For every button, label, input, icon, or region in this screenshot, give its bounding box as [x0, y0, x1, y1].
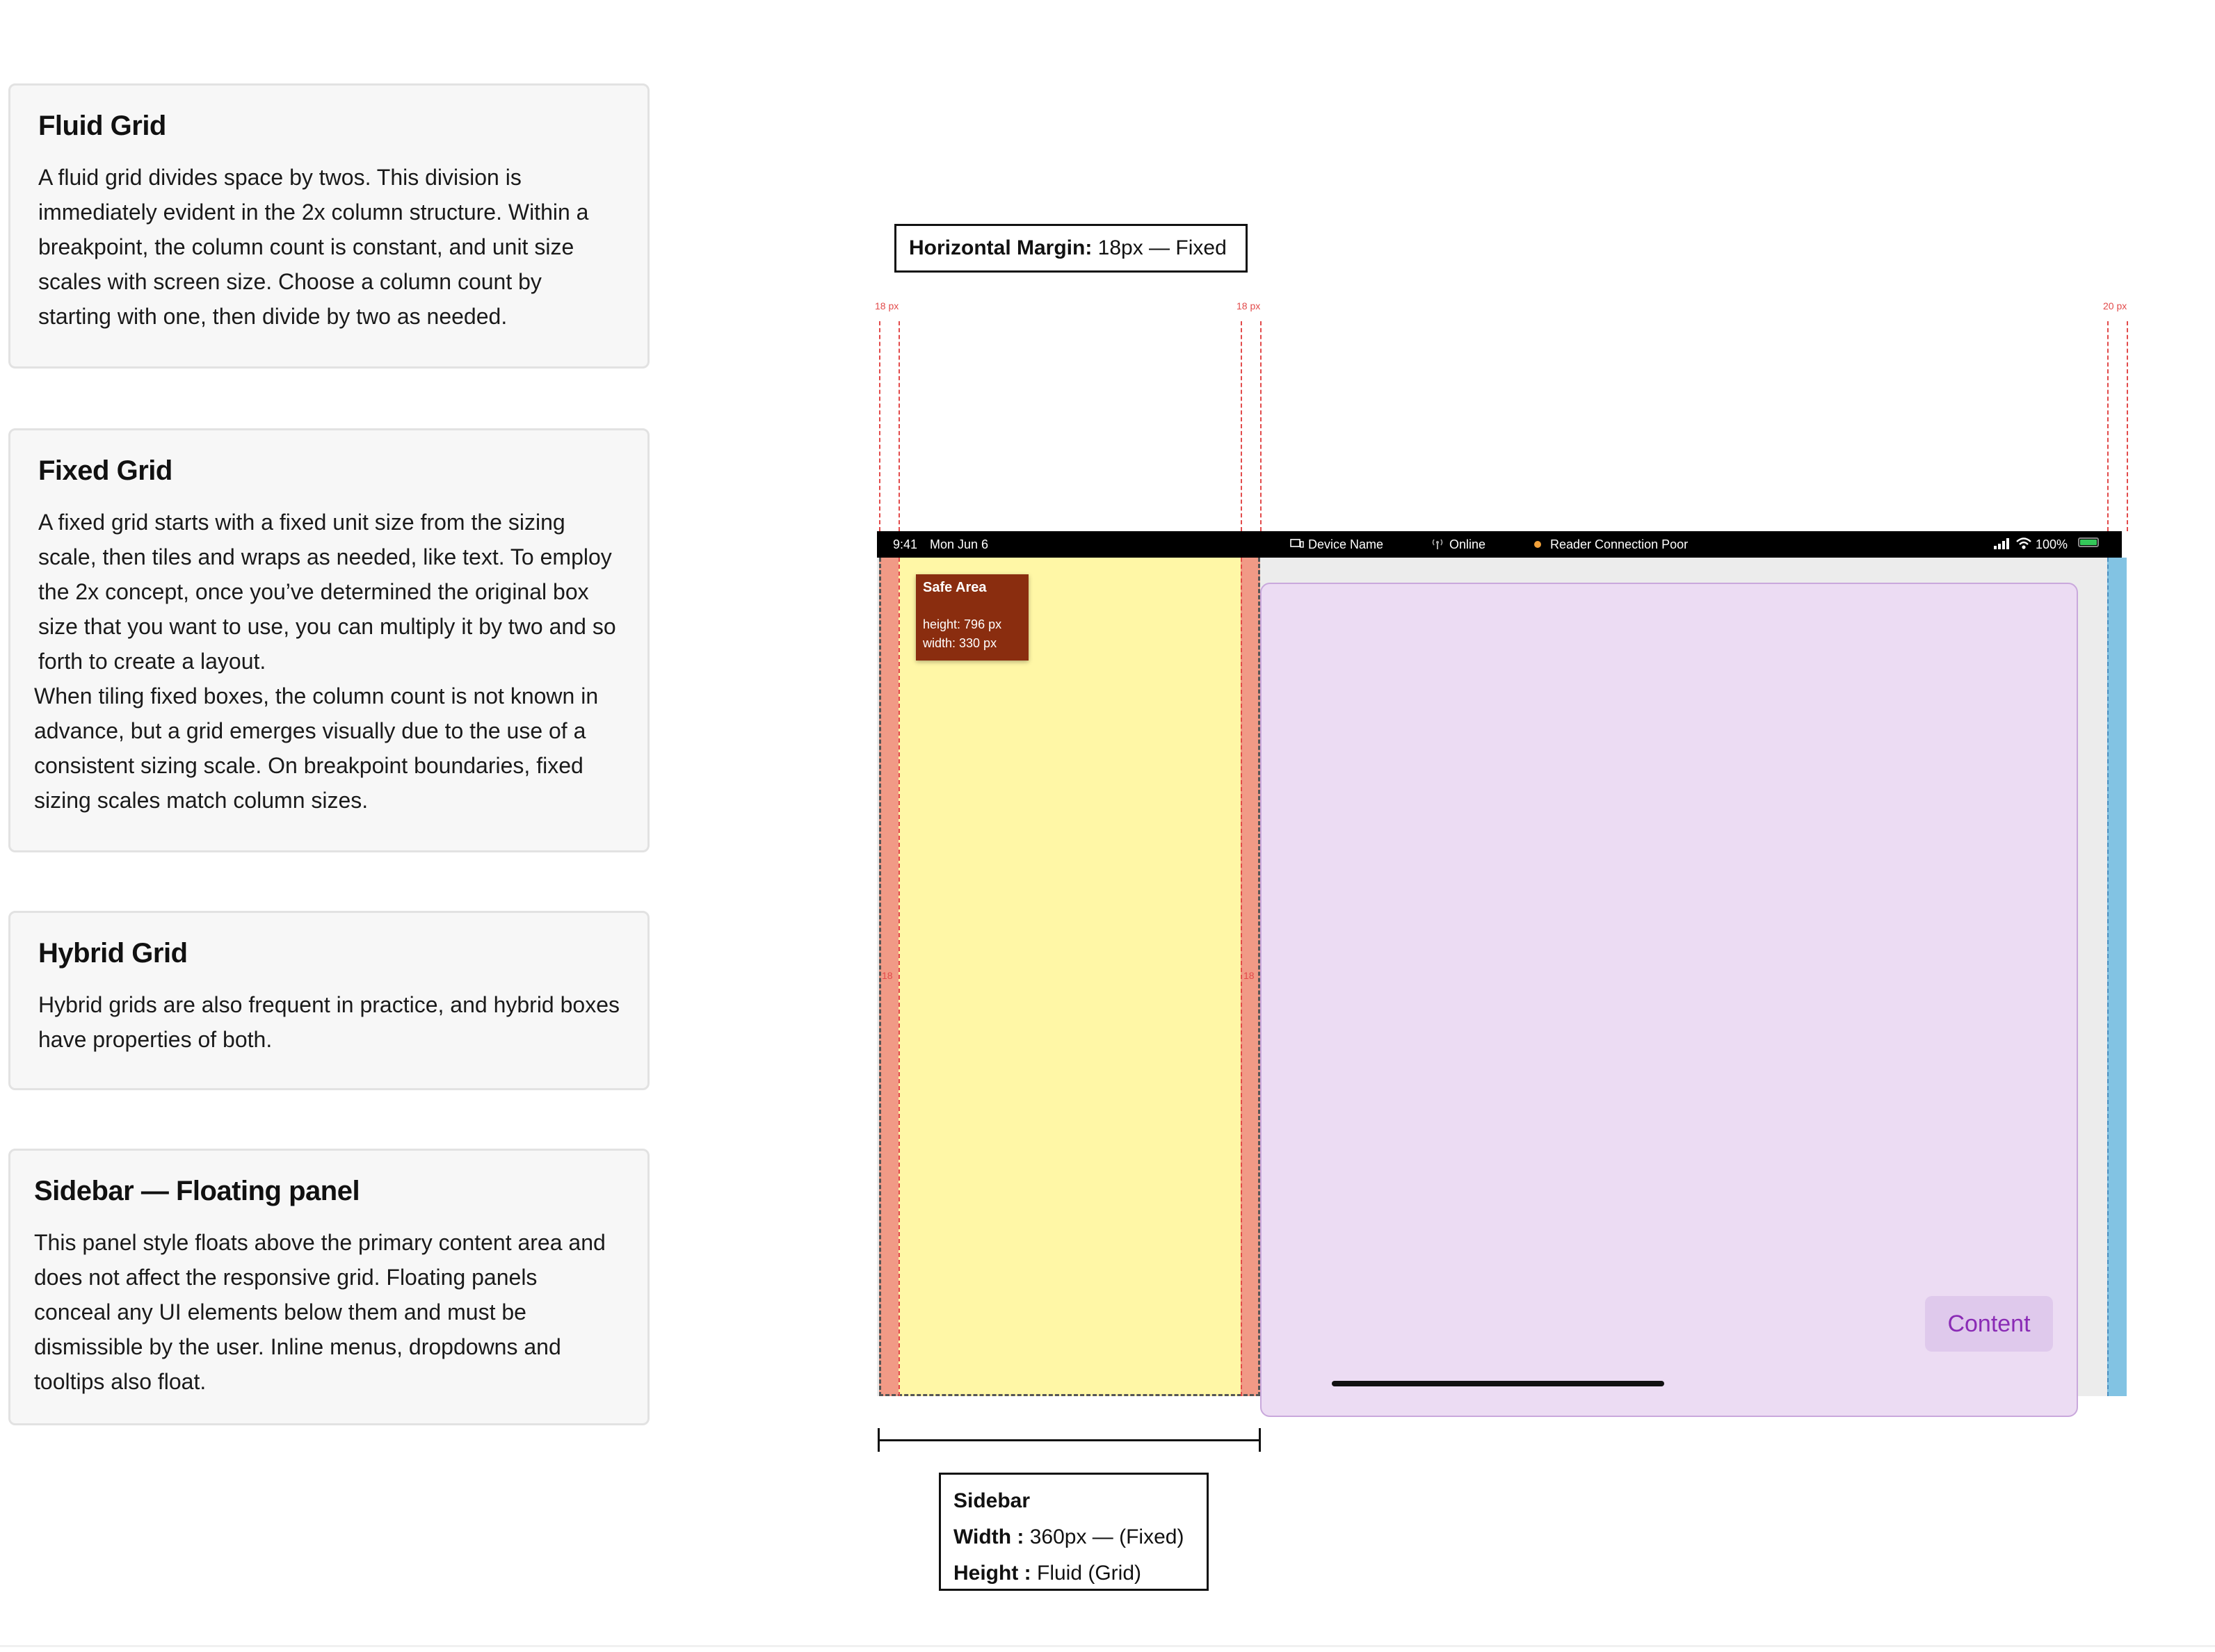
card-body: This panel style floats above the primary content area and does not affect the responsive grid. Floating panels conceal any UI elements below them and must be dismissible by the user. Inline menus, dropdowns and tooltips also float.	[34, 1230, 606, 1394]
card-body-secondary: When tiling fixed boxes, the column count is not known in advance, but a grid emerges visually due to the use of a consistent sizing scale. On breakpoint boundaries, fixed sizing scales match column sizes.	[34, 683, 599, 813]
guide-line	[2127, 321, 2128, 531]
sidebar-outline	[879, 558, 1260, 1396]
card-fixed-grid	[8, 428, 650, 852]
guide-line	[1241, 558, 1242, 1396]
battery-icon	[2078, 537, 2099, 547]
horizontal-margin-label	[894, 224, 1248, 273]
card-title: Sidebar — Floating panel	[34, 1176, 360, 1206]
card-title: Fluid Grid	[38, 111, 166, 141]
right-margin-zone	[2107, 558, 2127, 1396]
safe-area-tooltip	[916, 574, 1029, 661]
side-mark-mid: 18	[1243, 970, 1255, 981]
card-body: Hybrid grids are also frequent in practice, and hybrid boxes have properties of both.	[38, 992, 620, 1052]
guide-label-right: 20 px	[2103, 300, 2127, 311]
safe-area-width: width: 330 px	[923, 636, 997, 650]
content-label: Content	[1925, 1296, 2053, 1352]
status-bar	[877, 531, 2122, 558]
guide-line	[899, 558, 900, 1396]
dimension-tick-right	[1259, 1428, 1261, 1452]
status-device: Device Name	[1308, 537, 1384, 551]
safe-area-height: height: 796 px	[923, 617, 1002, 631]
device-icon	[1290, 538, 1304, 553]
sidebar-height-value: Fluid (Grid)	[1037, 1562, 1142, 1585]
status-online: Online	[1449, 537, 1486, 551]
card-title: Hybrid Grid	[38, 938, 188, 969]
card-hybrid-grid	[8, 911, 650, 1090]
dimension-tick-left	[878, 1428, 880, 1452]
guide-line	[2107, 558, 2109, 1396]
status-dot-icon	[1534, 541, 1541, 548]
margin-label-value: 18px — Fixed	[1097, 236, 1227, 259]
guide-line	[1241, 321, 1242, 531]
card-body: A fluid grid divides space by twos. This division is immediately evident in the 2x column structure. Within a breakpoint, the column count is constant, and unit size scales with screen size. Choose a column count by starting with one, then divide by two as needed.	[38, 165, 589, 329]
status-date: Mon Jun 6	[930, 537, 989, 551]
bottom-divider	[0, 1645, 2215, 1647]
sidebar-height-key: Height :	[953, 1562, 1031, 1585]
sidebar-width-value: 360px — (Fixed)	[1029, 1525, 1184, 1548]
safe-area-title: Safe Area	[923, 580, 987, 595]
guide-label-mid: 18 px	[1237, 300, 1261, 311]
status-reader: Reader Connection Poor	[1550, 537, 1689, 551]
guide-label-left: 18 px	[875, 300, 899, 311]
card-body: A fixed grid starts with a fixed unit size from the sizing scale, then tiles and wraps as needed, like text. To employ the 2x concept, once you’ve determined the original box size that you want to use, you can multiply it by two and so forth to create a layout.	[38, 510, 616, 674]
sidebar-label	[939, 1473, 1209, 1591]
sidebar-width-key: Width :	[953, 1525, 1024, 1548]
margin-label-key: Horizontal Margin:	[909, 236, 1093, 259]
side-mark-left: 18	[882, 970, 893, 981]
guide-line	[2107, 321, 2109, 531]
guide-line	[1260, 321, 1262, 531]
card-sidebar-floating-panel	[8, 1149, 650, 1425]
signal-icon	[1994, 538, 2012, 549]
antenna-icon	[1431, 537, 1444, 553]
card-fluid-grid	[8, 83, 650, 369]
status-battery-text: 100%	[2036, 537, 2068, 551]
sidebar-dimension-line	[879, 1439, 1260, 1441]
sidebar-label-title: Sidebar	[953, 1489, 1031, 1512]
content-area	[1260, 583, 2078, 1417]
guide-line	[899, 321, 900, 531]
wifi-icon	[2015, 537, 2032, 554]
card-title: Fixed Grid	[38, 455, 172, 486]
guide-line	[879, 321, 880, 531]
home-indicator	[1332, 1381, 1664, 1386]
status-time: 9:41	[893, 537, 918, 551]
